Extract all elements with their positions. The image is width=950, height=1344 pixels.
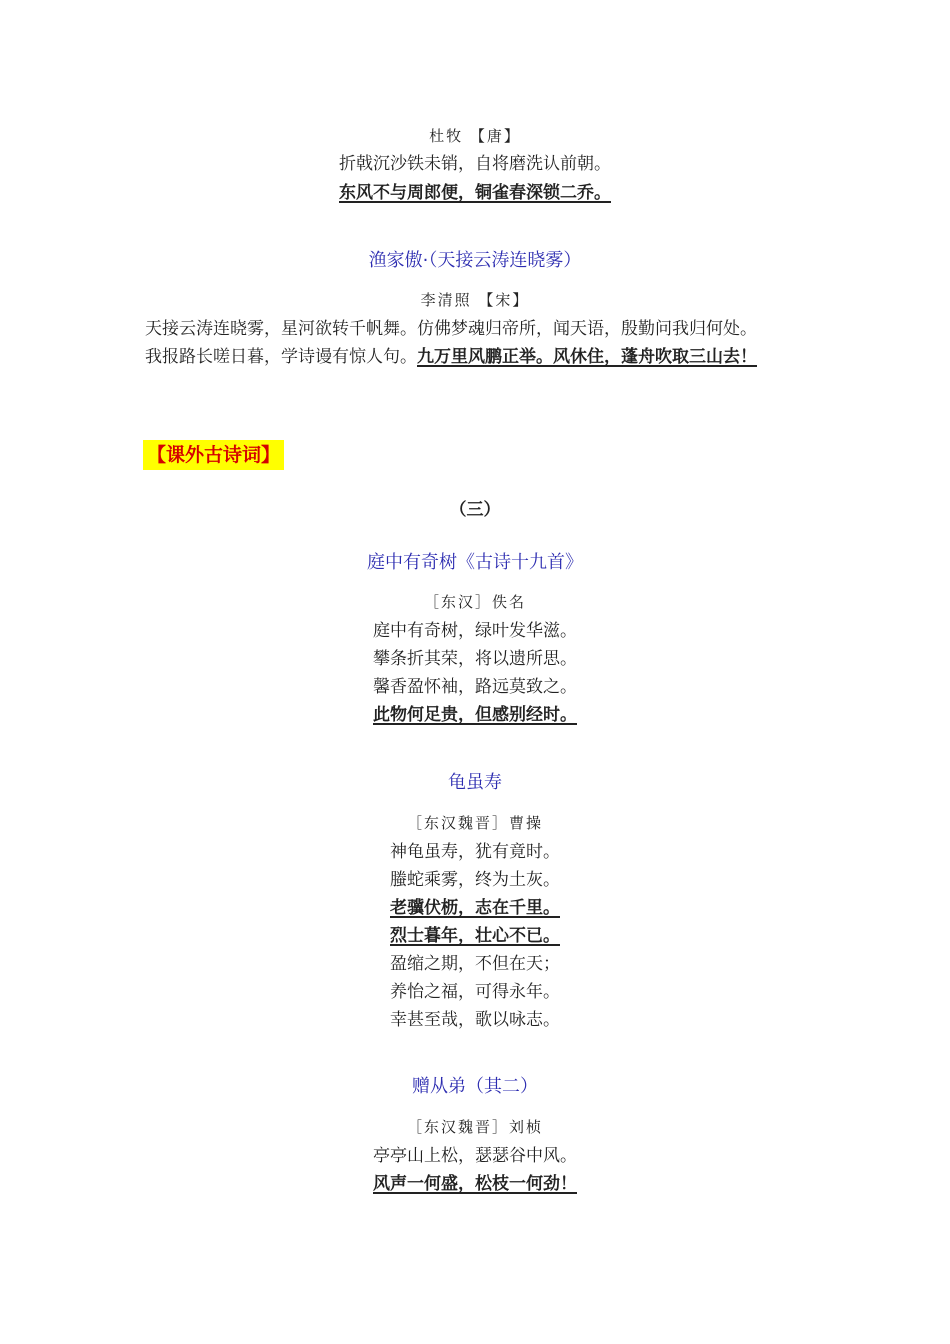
poem-author: ［东汉］佚名 <box>423 593 526 611</box>
section-label: 【课外古诗词】 <box>143 440 284 470</box>
poem-line: 馨香盈怀袖，路远莫致之。 <box>373 677 577 697</box>
underlined-text: 风声一何盛，松枝一何劲！ <box>373 1174 577 1194</box>
poem-highlight-line <box>0 181 950 205</box>
poem-title: 庭中有奇树《古诗十九首》 <box>367 552 583 573</box>
poem-highlight-line <box>0 924 950 948</box>
poem-author: 杜牧 【唐】 <box>429 127 521 145</box>
poem-author: ［东汉魏晋］曹操 <box>406 814 543 832</box>
poem-line: 幸甚至哉，歌以咏志。 <box>390 1010 560 1030</box>
underlined-text: 东风不与周郎便，铜雀春深锁二乔。 <box>339 183 611 203</box>
poem-highlight-line <box>0 1172 950 1196</box>
underlined-text: 九万里风鹏正举。风休住，蓬舟吹取三山去！ <box>417 347 757 367</box>
underlined-text: 此物何足贵，但感别经时。 <box>373 705 577 725</box>
poem-line: 盈缩之期，不但在天； <box>390 954 560 974</box>
poem-title: 龟虽寿 <box>448 772 502 793</box>
poem-line: 天接云涛连晓雾，星河欲转千帆舞。仿佛梦魂归帝所，闻天语，殷勤问我归何处。 <box>145 319 757 339</box>
poem-highlight-line <box>0 896 950 920</box>
poem-line: 攀条折其荣，将以遗所思。 <box>373 649 577 669</box>
poem-title: 赠从弟（其二） <box>412 1076 538 1097</box>
poem-line <box>145 345 845 369</box>
poem-line: 养怡之福，可得永年。 <box>390 982 560 1002</box>
poem-author: ［东汉魏晋］刘桢 <box>406 1118 543 1136</box>
underlined-text: 老骥伏枥，志在千里。 <box>390 898 560 918</box>
poem-author: 李清照 【宋】 <box>420 291 530 309</box>
poem-line: 神龟虽寿，犹有竟时。 <box>390 842 560 862</box>
poem-text: 我报路长嗟日暮，学诗谩有惊人句。 <box>145 347 417 367</box>
poem-line: 折戟沉沙铁未销，自将磨洗认前朝。 <box>339 154 611 174</box>
underlined-text: 烈士暮年，壮心不已。 <box>390 926 560 946</box>
section-subheading: （三） <box>449 500 501 520</box>
poem-highlight-line <box>0 703 950 727</box>
poem-line: 庭中有奇树，绿叶发华滋。 <box>373 621 577 641</box>
poem-line: 螣蛇乘雾，终为土灰。 <box>390 870 560 890</box>
poem-line: 亭亭山上松，瑟瑟谷中风。 <box>373 1146 577 1166</box>
poem-title: 渔家傲·（天接云涛连晓雾） <box>368 250 582 271</box>
